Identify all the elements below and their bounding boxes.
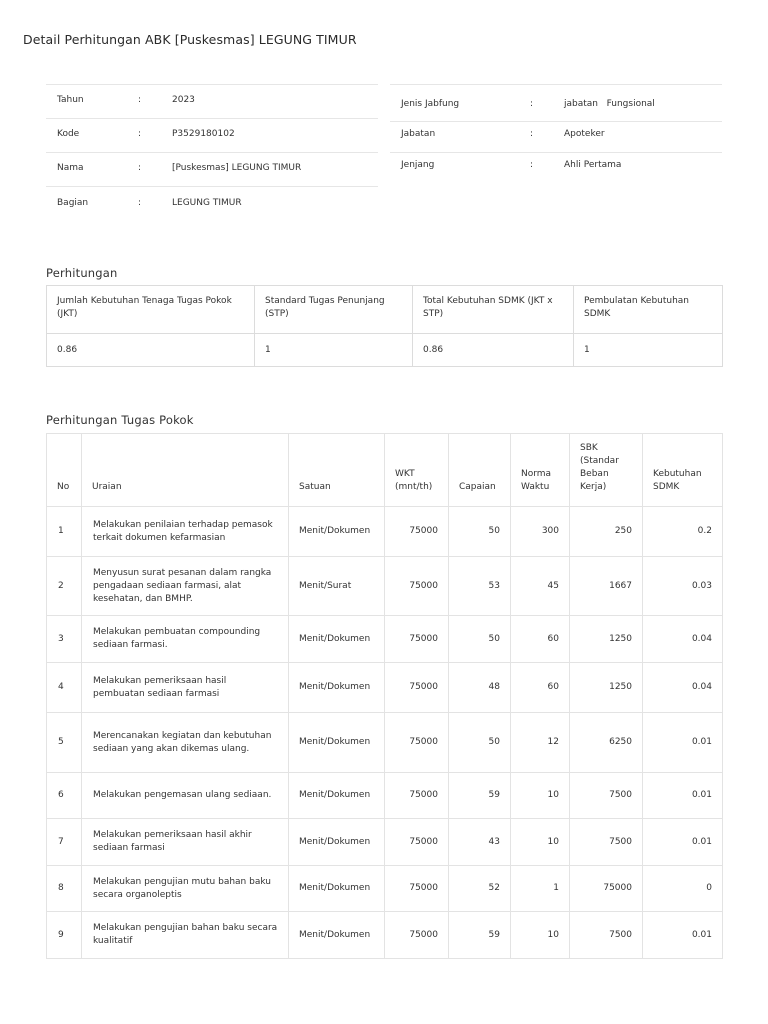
cell-kebutuhan-sdmk: 0.2 — [643, 507, 723, 557]
cell-no: 5 — [47, 713, 82, 773]
cell-sbk: 7500 — [570, 773, 643, 819]
info-separator: : — [138, 95, 142, 105]
cell-satuan: Menit/Dokumen — [289, 663, 385, 713]
section-title-tugas-pokok: Perhitungan Tugas Pokok — [46, 413, 194, 427]
info-separator: : — [138, 163, 142, 173]
cell-satuan: Menit/Surat — [289, 557, 385, 616]
cell-capaian: 50 — [449, 507, 511, 557]
cell-norma-waktu: 12 — [511, 713, 570, 773]
cell-norma-waktu: 60 — [511, 616, 570, 663]
cell-wkt: 75000 — [385, 557, 449, 616]
cell-no: 8 — [47, 866, 82, 912]
cell-satuan: Menit/Dokumen — [289, 507, 385, 557]
cell-no: 1 — [47, 507, 82, 557]
cell-satuan: Menit/Dokumen — [289, 819, 385, 866]
info-separator: : — [138, 198, 142, 208]
header-uraian: Uraian — [82, 434, 289, 507]
cell-capaian: 52 — [449, 866, 511, 912]
header-capaian: Capaian — [449, 434, 511, 507]
header-satuan: Satuan — [289, 434, 385, 507]
info-value: jabatan Fungsional — [564, 99, 655, 109]
cell-capaian: 50 — [449, 713, 511, 773]
value-total-sdmk: 0.86 — [413, 334, 574, 367]
info-separator: : — [530, 160, 534, 170]
table-row — [47, 557, 723, 616]
cell-satuan: Menit/Dokumen — [289, 616, 385, 663]
cell-no: 7 — [47, 819, 82, 866]
info-row-tahun — [46, 84, 378, 118]
cell-sbk: 1667 — [570, 557, 643, 616]
cell-norma-waktu: 10 — [511, 773, 570, 819]
value-stp: 1 — [255, 334, 413, 367]
cell-kebutuhan-sdmk: 0 — [643, 866, 723, 912]
cell-kebutuhan-sdmk: 0.01 — [643, 713, 723, 773]
info-row-bagian — [46, 186, 378, 220]
info-value: 2023 — [172, 95, 195, 105]
value-jkt: 0.86 — [47, 334, 255, 367]
info-row-jabatan — [390, 121, 722, 152]
tugas-pokok-header-row — [47, 434, 723, 507]
table-row — [47, 663, 723, 713]
info-value: [Puskesmas] LEGUNG TIMUR — [172, 163, 302, 173]
page-title: Detail Perhitungan ABK [Puskesmas] LEGUNG TIMUR — [23, 32, 357, 47]
cell-uraian: Menyusun surat pesanan dalam rangka pengadaan sediaan farmasi, alat kesehatan, dan BMHP. — [82, 557, 289, 616]
info-label: Kode — [57, 129, 80, 139]
info-left-table — [46, 84, 378, 220]
cell-kebutuhan-sdmk: 0.01 — [643, 773, 723, 819]
tugas-pokok-table — [46, 433, 723, 959]
header-stp: Standard Tugas Penunjang (STP) — [255, 286, 413, 334]
table-row — [47, 866, 723, 912]
cell-sbk: 1250 — [570, 663, 643, 713]
info-row-nama — [46, 152, 378, 186]
cell-kebutuhan-sdmk: 0.01 — [643, 819, 723, 866]
cell-wkt: 75000 — [385, 663, 449, 713]
perhitungan-value-row — [47, 334, 723, 367]
info-value: Ahli Pertama — [564, 160, 622, 170]
table-row — [47, 616, 723, 663]
cell-capaian: 50 — [449, 616, 511, 663]
info-value: Apoteker — [564, 129, 605, 139]
cell-uraian: Melakukan pengujian bahan baku secara kualitatif — [82, 912, 289, 959]
cell-satuan: Menit/Dokumen — [289, 713, 385, 773]
header-sbk: SBK (Standar Beban Kerja) — [570, 434, 643, 507]
header-wkt: WKT (mnt/th) — [385, 434, 449, 507]
cell-satuan: Menit/Dokumen — [289, 912, 385, 959]
cell-sbk: 7500 — [570, 819, 643, 866]
cell-no: 3 — [47, 616, 82, 663]
info-row-jenis-jabfung — [390, 84, 722, 121]
cell-capaian: 59 — [449, 912, 511, 959]
cell-uraian: Melakukan pengemasan ulang sediaan. — [82, 773, 289, 819]
table-row — [47, 819, 723, 866]
header-total-sdmk: Total Kebutuhan SDMK (JKT x STP) — [413, 286, 574, 334]
info-label: Jenis Jabfung — [401, 99, 460, 109]
cell-capaian: 53 — [449, 557, 511, 616]
cell-wkt: 75000 — [385, 819, 449, 866]
cell-uraian: Melakukan pembuatan compounding sediaan farmasi. — [82, 616, 289, 663]
cell-norma-waktu: 45 — [511, 557, 570, 616]
cell-sbk: 250 — [570, 507, 643, 557]
info-right-table — [390, 84, 722, 182]
table-row — [47, 713, 723, 773]
cell-kebutuhan-sdmk: 0.03 — [643, 557, 723, 616]
cell-norma-waktu: 1 — [511, 866, 570, 912]
cell-capaian: 48 — [449, 663, 511, 713]
cell-kebutuhan-sdmk: 0.01 — [643, 912, 723, 959]
cell-sbk: 6250 — [570, 713, 643, 773]
cell-no: 2 — [47, 557, 82, 616]
info-label: Jabatan — [401, 129, 436, 139]
cell-wkt: 75000 — [385, 616, 449, 663]
info-separator: : — [530, 99, 534, 109]
cell-wkt: 75000 — [385, 912, 449, 959]
cell-uraian: Melakukan pemeriksaan hasil pembuatan sediaan farmasi — [82, 663, 289, 713]
info-separator: : — [530, 129, 534, 139]
info-label: Tahun — [57, 95, 84, 105]
cell-capaian: 43 — [449, 819, 511, 866]
info-value: P3529180102 — [172, 129, 235, 139]
value-pembulatan: 1 — [574, 334, 723, 367]
info-value: LEGUNG TIMUR — [172, 198, 242, 208]
header-jkt: Jumlah Kebutuhan Tenaga Tugas Pokok (JKT) — [47, 286, 255, 334]
cell-capaian: 59 — [449, 773, 511, 819]
cell-norma-waktu: 60 — [511, 663, 570, 713]
table-row — [47, 773, 723, 819]
cell-norma-waktu: 10 — [511, 819, 570, 866]
cell-wkt: 75000 — [385, 713, 449, 773]
info-label: Bagian — [57, 198, 89, 208]
cell-wkt: 75000 — [385, 507, 449, 557]
cell-wkt: 75000 — [385, 773, 449, 819]
cell-uraian: Merencanakan kegiatan dan kebutuhan sediaan yang akan dikemas ulang. — [82, 713, 289, 773]
perhitungan-header-row — [47, 286, 723, 334]
cell-kebutuhan-sdmk: 0.04 — [643, 616, 723, 663]
cell-satuan: Menit/Dokumen — [289, 866, 385, 912]
header-pembulatan: Pembulatan Kebutuhan SDMK — [574, 286, 723, 334]
cell-wkt: 75000 — [385, 866, 449, 912]
info-label: Nama — [57, 163, 84, 173]
cell-no: 9 — [47, 912, 82, 959]
info-separator: : — [138, 129, 142, 139]
header-norma-waktu: Norma Waktu — [511, 434, 570, 507]
cell-sbk: 1250 — [570, 616, 643, 663]
cell-norma-waktu: 300 — [511, 507, 570, 557]
perhitungan-table — [46, 285, 723, 367]
cell-no: 6 — [47, 773, 82, 819]
table-row — [47, 507, 723, 557]
cell-satuan: Menit/Dokumen — [289, 773, 385, 819]
info-row-kode — [46, 118, 378, 152]
section-title-perhitungan: Perhitungan — [46, 266, 118, 280]
cell-norma-waktu: 10 — [511, 912, 570, 959]
cell-uraian: Melakukan penilaian terhadap pemasok terkait dokumen kefarmasian — [82, 507, 289, 557]
header-no: No — [47, 434, 82, 507]
header-kebutuhan-sdmk: Kebutuhan SDMK — [643, 434, 723, 507]
cell-sbk: 75000 — [570, 866, 643, 912]
info-row-jenjang — [390, 152, 722, 182]
cell-uraian: Melakukan pemeriksaan hasil akhir sediaan farmasi — [82, 819, 289, 866]
cell-uraian: Melakukan pengujian mutu bahan baku secara organoleptis — [82, 866, 289, 912]
cell-kebutuhan-sdmk: 0.04 — [643, 663, 723, 713]
table-row — [47, 912, 723, 959]
cell-sbk: 7500 — [570, 912, 643, 959]
cell-no: 4 — [47, 663, 82, 713]
info-label: Jenjang — [401, 160, 435, 170]
